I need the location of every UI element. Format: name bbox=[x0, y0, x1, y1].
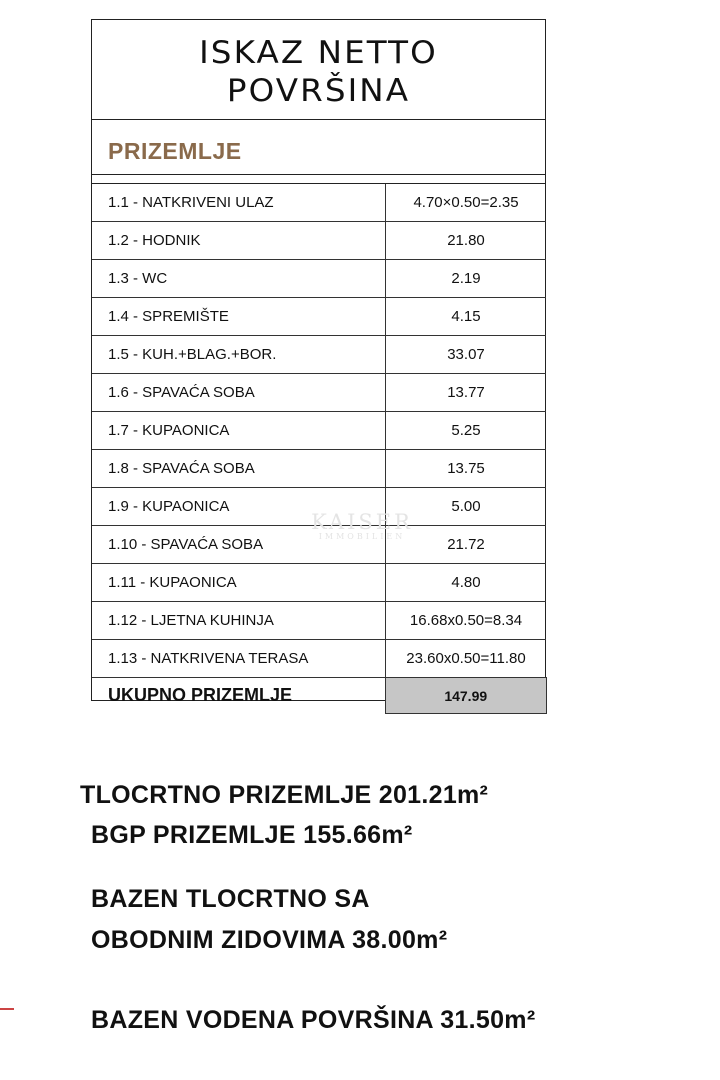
table-row bbox=[92, 526, 546, 564]
room-area: 33.07 bbox=[386, 336, 547, 374]
room-area: 4.15 bbox=[386, 298, 547, 336]
area-table-sheet bbox=[91, 19, 546, 706]
room-label: 1.2 - HODNIK bbox=[92, 222, 386, 260]
room-area: 4.80 bbox=[386, 564, 547, 602]
table-row bbox=[92, 184, 546, 222]
table-row bbox=[92, 298, 546, 336]
summary-bazen-tlocrtno: BAZEN TLOCRTNO SA bbox=[91, 885, 370, 913]
table-row bbox=[92, 602, 546, 640]
summary-bgp-prizemlje: BGP PRIZEMLJE 155.66m² bbox=[91, 821, 413, 849]
edge-mark bbox=[0, 1008, 14, 1010]
room-area: 5.25 bbox=[386, 412, 547, 450]
table-row bbox=[92, 412, 546, 450]
room-label: 1.1 - NATKRIVENI ULAZ bbox=[92, 184, 386, 222]
room-area: 21.72 bbox=[386, 526, 547, 564]
table-row bbox=[92, 260, 546, 298]
table-row bbox=[92, 374, 546, 412]
room-label: 1.12 - LJETNA KUHINJA bbox=[92, 602, 386, 640]
room-label: 1.3 - WC bbox=[92, 260, 386, 298]
room-area: 4.70×0.50=2.35 bbox=[386, 184, 547, 222]
room-label: 1.4 - SPREMIŠTE bbox=[92, 298, 386, 336]
total-value: 147.99 bbox=[386, 678, 547, 714]
room-label: 1.13 - NATKRIVENA TERASA bbox=[92, 640, 386, 678]
table-row bbox=[92, 640, 546, 678]
table-row bbox=[92, 488, 546, 526]
room-area: 21.80 bbox=[386, 222, 547, 260]
room-label: 1.6 - SPAVAĆA SOBA bbox=[92, 374, 386, 412]
room-label: 1.11 - KUPAONICA bbox=[92, 564, 386, 602]
room-area-table bbox=[92, 184, 547, 714]
room-area: 2.19 bbox=[386, 260, 547, 298]
room-area: 23.60x0.50=11.80 bbox=[386, 640, 547, 678]
total-row bbox=[92, 678, 546, 714]
room-label: 1.5 - KUH.+BLAG.+BOR. bbox=[92, 336, 386, 374]
summary-tlocrtno-prizemlje: TLOCRTNO PRIZEMLJE 201.21m² bbox=[80, 781, 489, 809]
watermark-brand: KAISER bbox=[311, 510, 413, 534]
room-area: 5.00 bbox=[386, 488, 547, 526]
table-row bbox=[92, 336, 546, 374]
header-spacer-row bbox=[92, 175, 545, 184]
summary-bazen-vodena-povrsina: BAZEN VODENA POVRŠINA 31.50m² bbox=[91, 1006, 536, 1034]
room-label: 1.8 - SPAVAĆA SOBA bbox=[92, 450, 386, 488]
table-row bbox=[92, 564, 546, 602]
title-line-2: POVRŠINA bbox=[226, 73, 411, 109]
total-label: UKUPNO PRIZEMLJE bbox=[108, 685, 293, 706]
document-title bbox=[92, 20, 545, 120]
room-area: 13.75 bbox=[386, 450, 547, 488]
room-label: 1.9 - KUPAONICA bbox=[92, 488, 386, 526]
title-line-1: ISKAZ NETTO bbox=[199, 35, 438, 71]
room-area: 16.68x0.50=8.34 bbox=[386, 602, 547, 640]
table-row bbox=[92, 222, 546, 260]
watermark-subtitle: IMMOBILIEN bbox=[318, 532, 406, 541]
room-label: 1.7 - KUPAONICA bbox=[92, 412, 386, 450]
section-heading: PRIZEMLJE bbox=[92, 120, 545, 175]
room-area: 13.77 bbox=[386, 374, 547, 412]
table-row bbox=[92, 450, 546, 488]
summary-bazen-zidovi: OBODNIM ZIDOVIMA 38.00m² bbox=[91, 926, 448, 954]
room-label: 1.10 - SPAVAĆA SOBA bbox=[92, 526, 386, 564]
